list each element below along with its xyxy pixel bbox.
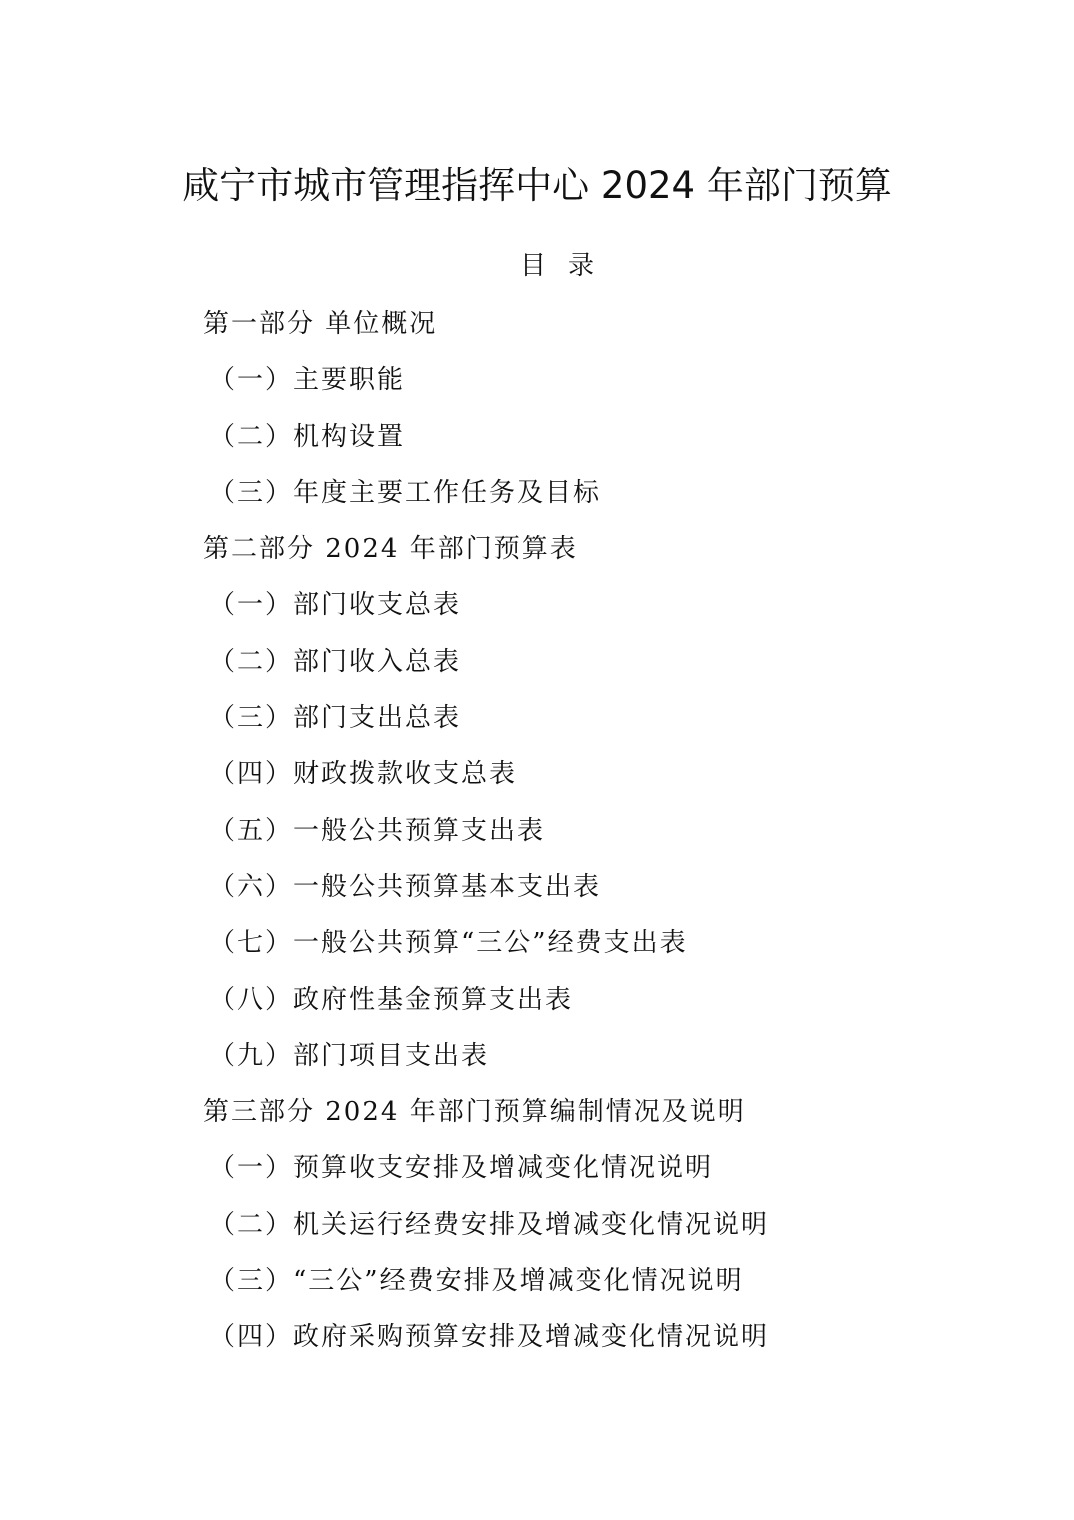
toc-item: （九）部门项目支出表	[209, 1040, 490, 1071]
toc-part-heading: 第二部分 2024 年部门预算表	[203, 534, 578, 565]
toc-heading	[0, 246, 1074, 286]
toc-item: （二）机关运行经费安排及增减变化情况说明	[209, 1209, 770, 1240]
toc-heading-right: 录	[568, 251, 595, 281]
document-title: 咸宁市城市管理指挥中心 2024 年部门预算	[182, 164, 892, 207]
toc-part-heading: 第三部分 2024 年部门预算编制情况及说明	[203, 1097, 746, 1128]
toc-heading-left: 目	[519, 251, 546, 281]
toc-item: （三）“三公”经费安排及增减变化情况说明	[209, 1266, 744, 1297]
toc-item: （一）预算收支安排及增减变化情况说明	[209, 1153, 714, 1184]
toc-part-heading: 第一部分 单位概况	[203, 309, 438, 339]
toc-item: （二）机构设置	[209, 421, 406, 452]
toc-item: （八）政府性基金预算支出表	[209, 984, 574, 1015]
toc-item: （五）一般公共预算支出表	[209, 815, 546, 846]
toc-item: （一）部门收支总表	[209, 590, 462, 621]
toc-item: （一）主要职能	[209, 365, 406, 396]
toc-item: （七）一般公共预算“三公”经费支出表	[209, 928, 688, 959]
table-of-contents	[203, 303, 903, 1373]
toc-item: （二）部门收入总表	[209, 646, 462, 677]
toc-item: （四）财政拨款收支总表	[209, 759, 518, 790]
toc-item: （四）政府采购预算安排及增减变化情况说明	[209, 1322, 770, 1353]
toc-item: （六）一般公共预算基本支出表	[209, 871, 602, 902]
toc-item: （三）年度主要工作任务及目标	[209, 477, 602, 508]
toc-item: （三）部门支出总表	[209, 703, 462, 734]
